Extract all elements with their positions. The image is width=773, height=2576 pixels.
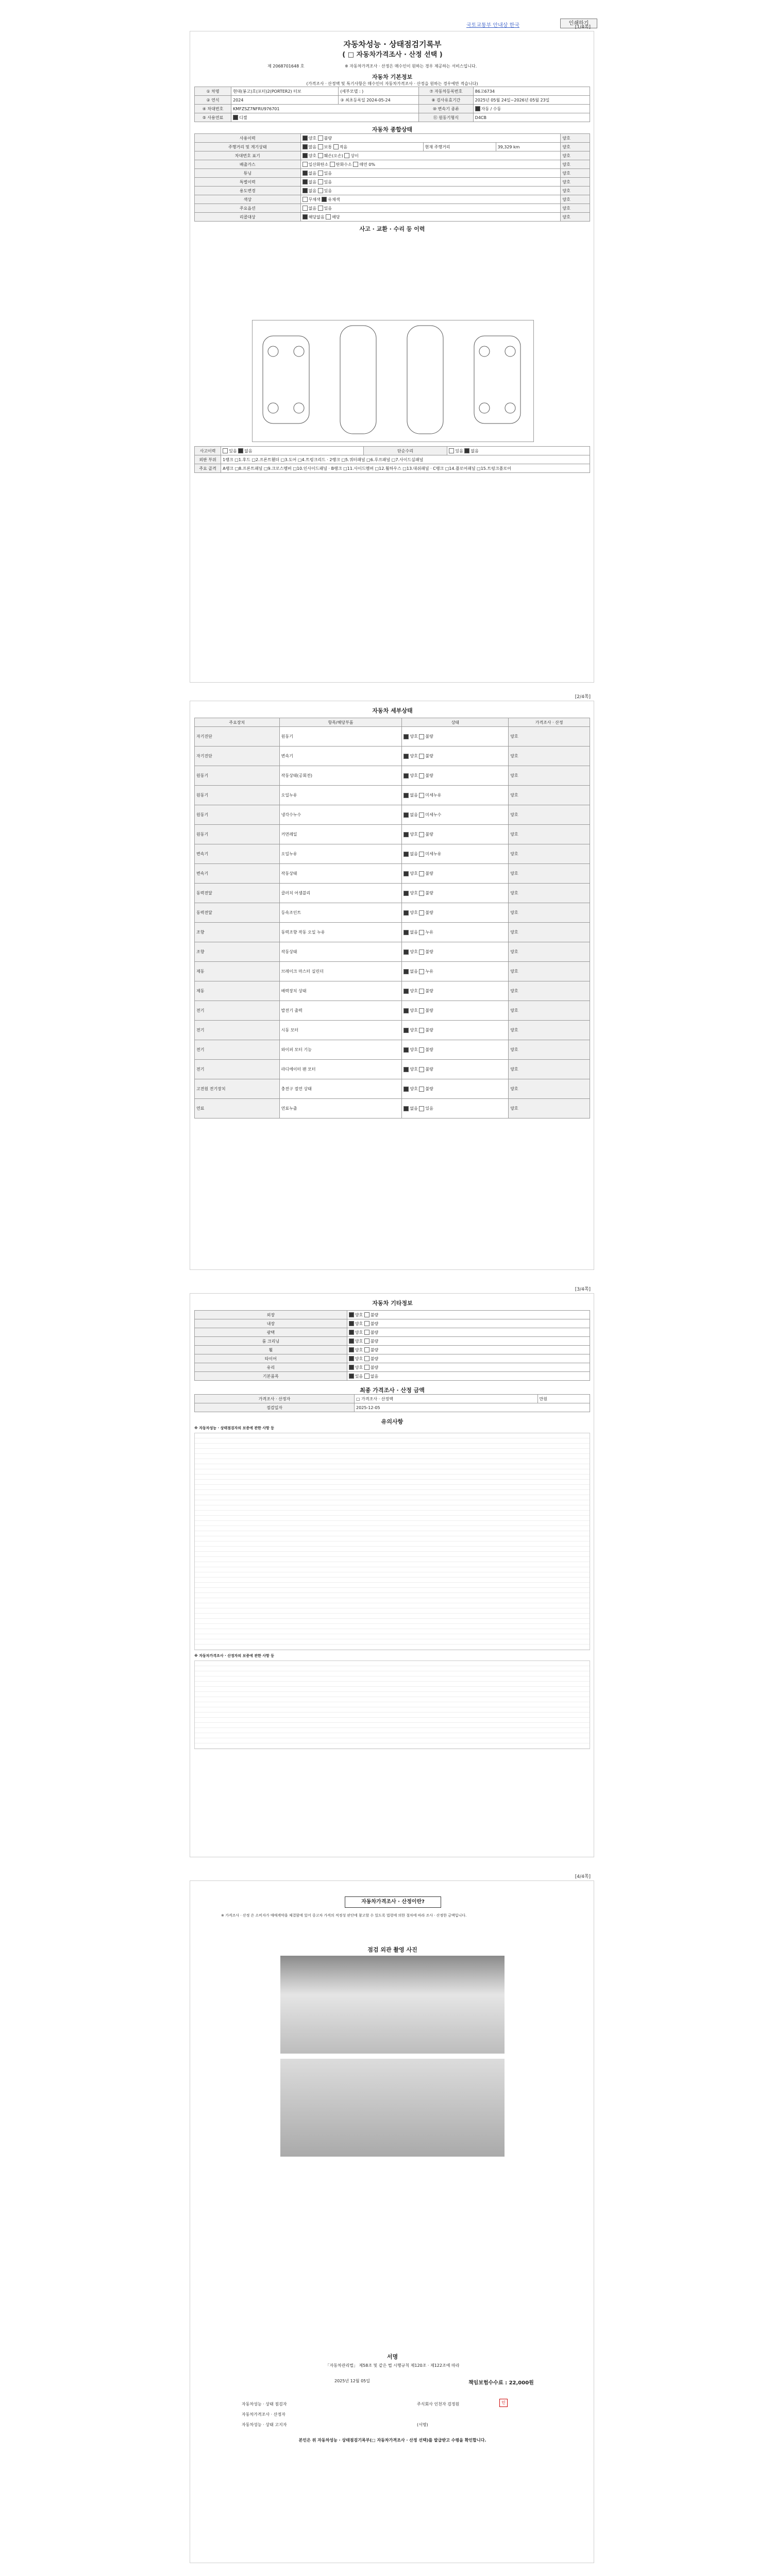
fuel-label: ⑤ 사용연료	[195, 113, 231, 122]
sign-placeholder: (서명)	[417, 2422, 428, 2427]
other-row: 광택 양호 불량	[195, 1328, 590, 1337]
basic-section-title: 자동차 기본정보	[372, 74, 413, 80]
sub-model: (세부모델 : )	[339, 87, 419, 96]
sign-role-3: 자동차성능 · 상태 고지자	[242, 2422, 287, 2427]
sign-role-1: 자동차성능 · 상태 점검자	[242, 2402, 287, 2406]
engine-label: ⑪ 원동기형식	[419, 113, 474, 122]
other-section-title: 자동차 기타정보	[372, 1300, 413, 1307]
doc-title: 자동차성능 · 상태점검기록부	[343, 40, 442, 49]
inspection-date: 2025-12-05	[355, 1403, 590, 1412]
page-number: [2/4쪽]	[575, 694, 591, 700]
detail-row: 변속기 오일누유 없음 미세누유 양호	[195, 844, 590, 864]
first-reg: ③ 최초등록일 2024-05-24	[339, 96, 419, 105]
front-photo	[280, 1956, 505, 2054]
detail-row: 자기진단 변속기 양호 불량 양호	[195, 747, 590, 766]
sign-org: 주식회사 인천자 검정원	[417, 2402, 460, 2406]
car-diagram	[252, 320, 534, 442]
reg-no-label: ⑦ 자동차등록번호	[419, 87, 474, 96]
detail-section-title: 자동차 세부상태	[372, 707, 413, 714]
repair-table: 사고이력 있음 없음 단순수리 있음 없음 외판 부위 1랭크 □1.후드 □2.프론트휀더 □3.도어 □4.트렁크리드 · 2랭크 □5.쿼터패널 □6.루프패널 □7.사이드실패널 주요 골격 A랭크 □8.프론트패널 □9.크로스멤버 □10.인사이드패널 · B랭크 □11.사이드멤버 □12.휠하우스 □13.대쉬패널 · C랭크 □14.플로어패널 □15.트렁크플로어	[194, 446, 590, 473]
detail-row: 연료 연료누출 없음 있음 양호	[195, 1099, 590, 1118]
detail-row: 제동 브레이크 마스터 실린더 없음 누유 양호	[195, 962, 590, 981]
car-name-label: ① 차명	[195, 87, 231, 96]
sign-law: 「자동차관리법」 제58조 및 같은 법 시행규칙 제120조 · 제122조에 따라	[325, 2363, 460, 2368]
sign-title: 서명	[386, 2353, 398, 2360]
detail-row: 동력전달 클러치 어셈블리 양호 불량 양호	[195, 884, 590, 903]
fuel-value: 디젤	[231, 113, 419, 122]
detail-row: 조향 동력조향 작동 오일 누유 없음 누유 양호	[195, 923, 590, 942]
page-2	[190, 694, 594, 1270]
detail-table: 주요장치 항목/해당부품 상태 가격조사 · 산정 자기진단 원동기 양호 불량 양호 자기진단 변속기 양호 불량 양호 원동기 작동상태(공회전) 양호 불량 양호 원동기 오일누유 없음 미세누유 양호 원동기 냉각수누수 없음 미세누수 양호 원동기 커먼레일 양호 불량 양호 변속기 오일누유 없음 미세누유 양호 변속기 작동상태 양호 불량 양호 동력전달 클러치 어셈블리 양호 불량 양호 동력전달 등속조인트 양호 불량 양호 조향 동력조향 작동 오일 누유 없음 누유 양호 조향 작동상태 양호 불량 양호 제동 브레이크 마스터 실린더 없음 누유 양호 제동 배력장치 상태 양호 불량 양호 전기 발전기 출력 양호 불량 양호 전기 시동 모터 양호 불량 양호 전기 와이퍼 모터 기능 양호 불량 양호 전기 라디에이터 팬 모터 양호 불량 양호 고전원 전기장치 충전구 절연 상태 양호 불량 양호 연료 연료누출 없음 있음 양호	[194, 718, 590, 1118]
detail-row: 원동기 냉각수누수 없음 미세누수 양호	[195, 805, 590, 825]
transmission-label: ⑩ 변속기 종류	[419, 105, 474, 113]
vin-label: ④ 차대번호	[195, 105, 231, 113]
stamp-icon: 인	[499, 2399, 508, 2407]
other-row: 유리 양호 불량	[195, 1363, 590, 1372]
inspection-table: 가격조사 · 산정자 ▢ 가격조사 · 산정액 만원 점검일자 2025-12-05	[194, 1394, 590, 1412]
detail-row: 원동기 커먼레일 양호 불량 양호	[195, 825, 590, 844]
detail-row: 동력전달 등속조인트 양호 불량 양호	[195, 903, 590, 923]
engine-value: D4CB	[473, 113, 590, 122]
print-button[interactable]: 인쇄하기	[560, 19, 597, 28]
vin-value: KMFZSZ7NFRU976701	[231, 105, 419, 113]
receipt-text: 본인은 위 자동차성능 · 상태점검기록부(□ 자동차가격조사 · 산정 선택)를 발급받고 수령을 확인합니다.	[298, 2438, 486, 2443]
detail-row: 자기진단 원동기 양호 불량 양호	[195, 727, 590, 747]
sign-role-2: 자동차가격조사 · 산정자	[242, 2412, 285, 2417]
notes-title: 유의사항	[381, 1418, 404, 1425]
detail-row: 전기 발전기 출력 양호 불량 양호	[195, 1001, 590, 1021]
general-table: 사용이력 양호 불량 양호 주행거리 및 계기상태 많음 보통 적음 현재 주행거리 39,329 km 양호 차대번호 표기 양호 훼손(오손) 상이 양호 배출가스 일산화탄소 탄화수소 매연 0% 양호 튜닝 없음 있음 양호 특별이력 없음 있음 양호 용도변경 없음 있음 양호 색상 무채색 유채색 양호 주요옵션 없음 있음 양호 리콜대상 해당없음 해당 양호	[194, 133, 590, 222]
detail-row: 전기 시동 모터 양호 불량 양호	[195, 1021, 590, 1040]
doc-subtitle: ( □ 자동차가격조사 · 산정 선택 )	[342, 51, 443, 59]
basic-section-note: (가격조사 · 산정액 및 특기사항은 매수인이 자동차가격조사 · 산정을 원하는 경우에만 적습니다)	[306, 81, 478, 86]
page-number: [4/4쪽]	[575, 1874, 591, 1879]
transmission-value: 자동 / 수동	[473, 105, 590, 113]
diagram-section-title: 사고 · 교환 · 수리 등 이력	[359, 226, 425, 232]
doc-number: 제 2068701648 호	[267, 64, 305, 69]
reg-no-value: 86고6734	[473, 87, 590, 96]
other-row: 외장 양호 불량	[195, 1311, 590, 1319]
other-row: 룸 크리닝 양호 불량	[195, 1337, 590, 1346]
notes-text-block	[194, 1433, 590, 1650]
detail-row: 원동기 작동상태(공회전) 양호 불량 양호	[195, 766, 590, 786]
other-row: 타이어 양호 불량	[195, 1354, 590, 1363]
other-table: 외장 양호 불량 내장 양호 불량 광택 양호 불량 룸 크리닝 양호 불량 휠 양호 불량 타이어 양호 불량 유리 양호 불량 기본품목 있음 없음	[194, 1310, 590, 1381]
page-number: [1/4쪽]	[575, 25, 591, 30]
fee: 책임보험수수료 : 22,000원	[468, 2380, 534, 2386]
notes-text-block-2	[194, 1660, 590, 1749]
inspect-period-label: ⑧ 검사유효기간	[419, 96, 474, 105]
top-link[interactable]	[466, 21, 519, 28]
page-number: [3/4쪽]	[575, 1287, 591, 1292]
notes-b: ※ 자동차가격조사 · 산정자의 보증에 관한 사항 등	[194, 1654, 275, 1658]
other-row: 휠 양호 불량	[195, 1346, 590, 1354]
other-row: 내장 양호 불량	[195, 1319, 590, 1328]
detail-row: 원동기 오일누유 없음 미세누유 양호	[195, 786, 590, 805]
detail-row: 조향 작동상태 양호 불량 양호	[195, 942, 590, 962]
inspect-period-value: 2025년 05월 24일~2026년 05월 23일	[473, 96, 590, 105]
year-label: ② 연식	[195, 96, 231, 105]
general-section-title: 자동차 종합상태	[372, 126, 413, 133]
notes-a: ※ 자동차성능 · 상태점검자의 보증에 관한 사항 등	[194, 1426, 275, 1430]
year-value: 2024	[231, 96, 339, 105]
sign-date: 2025년 12월 05일	[334, 2379, 370, 2383]
photo-title: 점검 외관 촬영 사진	[367, 1946, 417, 1953]
detail-row: 고전원 전기장치 충전구 절연 상태 양호 불량 양호	[195, 1079, 590, 1099]
what-is-box: 자동차가격조사 · 산정이란?	[345, 1896, 441, 1908]
mileage: 39,329 km	[496, 143, 561, 151]
doc-note: ※ 자동차가격조사 · 산정은 매수인이 원하는 경우 제공하는 서비스입니다.	[345, 64, 477, 69]
detail-row: 변속기 작동상태 양호 불량 양호	[195, 864, 590, 884]
detail-row: 전기 라디에이터 팬 모터 양호 불량 양호	[195, 1060, 590, 1079]
car-name-value: 현대(봉고)호(포터)2(PORTER2) 터보	[231, 87, 339, 96]
detail-row: 전기 와이퍼 모터 기능 양호 불량 양호	[195, 1040, 590, 1060]
basic-info-table	[194, 87, 590, 122]
rear-photo	[280, 2059, 505, 2157]
what-is-desc: ※ 가격조사 · 산정 은 소비자가 매매계약을 체결함에 있어 중고차 가격의 적정성 판단에 참고할 수 있도록 법령에 의한 절차에 따라 조사 · 산정한 금액입니다.	[221, 1913, 467, 1918]
page-3	[190, 1287, 594, 1857]
page-4	[190, 1874, 594, 2563]
detail-row: 제동 배력장치 상태 양호 불량 양호	[195, 981, 590, 1001]
price-title: 최종 가격조사 · 산정 금액	[360, 1387, 425, 1394]
guide-link[interactable]: 국토교통부 안내상 한국	[466, 23, 519, 28]
car-outline-svg	[253, 320, 533, 442]
